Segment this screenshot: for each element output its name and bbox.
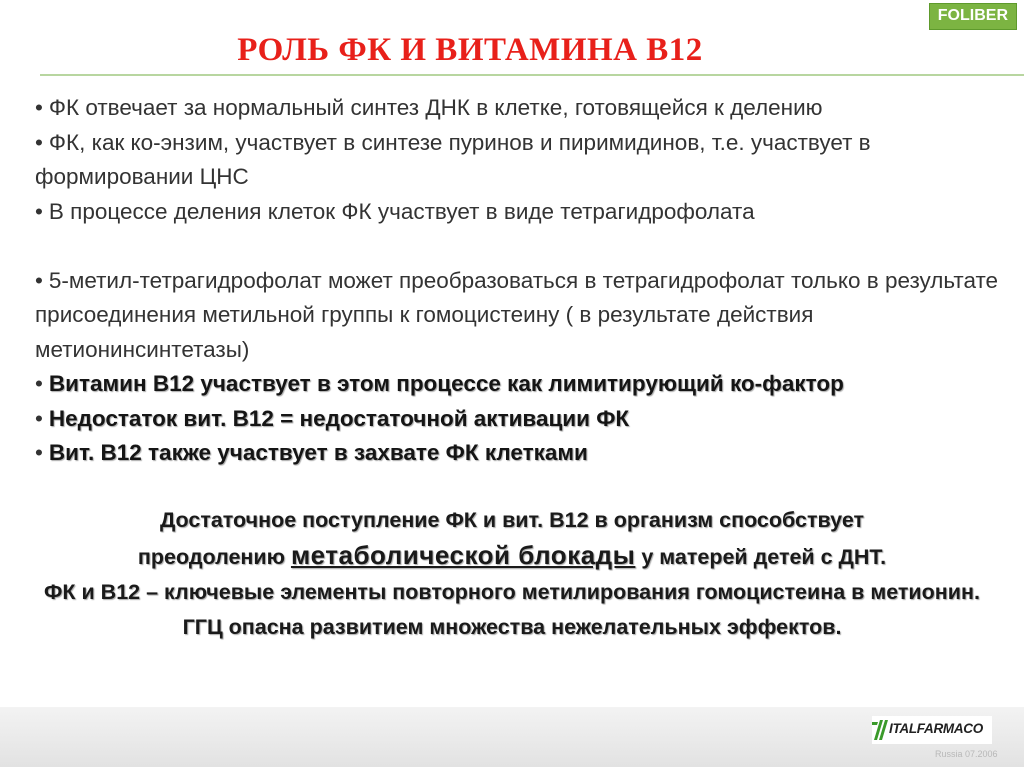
metabolic-block-emphasis: метаболической блокады bbox=[290, 540, 636, 570]
bullet-item bbox=[35, 195, 1010, 230]
bullet-list bbox=[35, 91, 1010, 471]
foliber-badge: FOLIBER bbox=[929, 3, 1017, 30]
italfarmaco-logo bbox=[872, 716, 992, 744]
bullet-text: 5-метил-тетрагидрофолат может преобразоваться в тетрагидрофолат только в результате присоединения метильной группы к гомоцистеину ( в результате действия метионинсинтетазы) bbox=[35, 267, 999, 362]
summary-line: ФК и В12 – ключевые элементы повторного метилирования гомоцистеина в метионин. bbox=[44, 580, 980, 604]
slide-title: РОЛЬ ФК И ВИТАМИНА В12 bbox=[237, 32, 703, 68]
summary-line bbox=[0, 538, 1024, 575]
summary-line: ГГЦ опасна развитием множества нежелательных эффектов. bbox=[182, 615, 842, 639]
title-divider bbox=[40, 74, 1024, 76]
bullet-item bbox=[35, 264, 1010, 368]
bullet-marker: • bbox=[35, 440, 43, 465]
bullet-text: ФК отвечает за нормальный синтез ДНК в клетке, готовящейся к делению bbox=[48, 95, 823, 120]
bullet-spacer bbox=[35, 229, 1010, 264]
bullet-text: ФК, как ко-энзим, участвует в синтезе пуринов и пиримидинов, т.е. участвует в формировании ЦНС bbox=[35, 129, 871, 189]
bullet-item-bold bbox=[35, 367, 1010, 402]
logo-text: ITALFARMACO bbox=[889, 721, 983, 736]
summary-text: у матерей детей с ДНТ. bbox=[635, 545, 887, 569]
bullet-item-bold bbox=[35, 402, 1010, 437]
footnote: Russia 07.2006 bbox=[935, 749, 998, 759]
summary-line: Достаточное поступление ФК и вит. В12 в организм способствует bbox=[159, 508, 865, 532]
bullet-marker: • bbox=[35, 405, 43, 431]
bullet-item bbox=[35, 126, 1010, 195]
bullet-text: Витамин В12 участвует в этом процессе как лимитирующий ко-фактор bbox=[48, 371, 844, 396]
bullet-item-bold bbox=[35, 436, 1010, 471]
bullet-text: В процессе деления клеток ФК участвует в виде тетрагидрофолата bbox=[48, 198, 755, 224]
bullet-marker: • bbox=[35, 198, 43, 224]
bullet-marker: • bbox=[35, 95, 43, 120]
italfarmaco-logo-icon bbox=[872, 718, 890, 742]
bullet-marker: • bbox=[35, 129, 43, 155]
bullet-text: Недостаток вит. В12 = недостаточной активации ФК bbox=[48, 405, 630, 431]
bullet-text: Вит. В12 также участвует в захвате ФК клетками bbox=[48, 440, 588, 465]
summary-block bbox=[0, 503, 1024, 645]
bullet-marker: • bbox=[35, 371, 43, 396]
summary-text: преодолению bbox=[137, 545, 291, 569]
bullet-marker: • bbox=[35, 267, 43, 293]
footer-band bbox=[0, 707, 1024, 767]
bullet-item bbox=[35, 91, 1010, 126]
